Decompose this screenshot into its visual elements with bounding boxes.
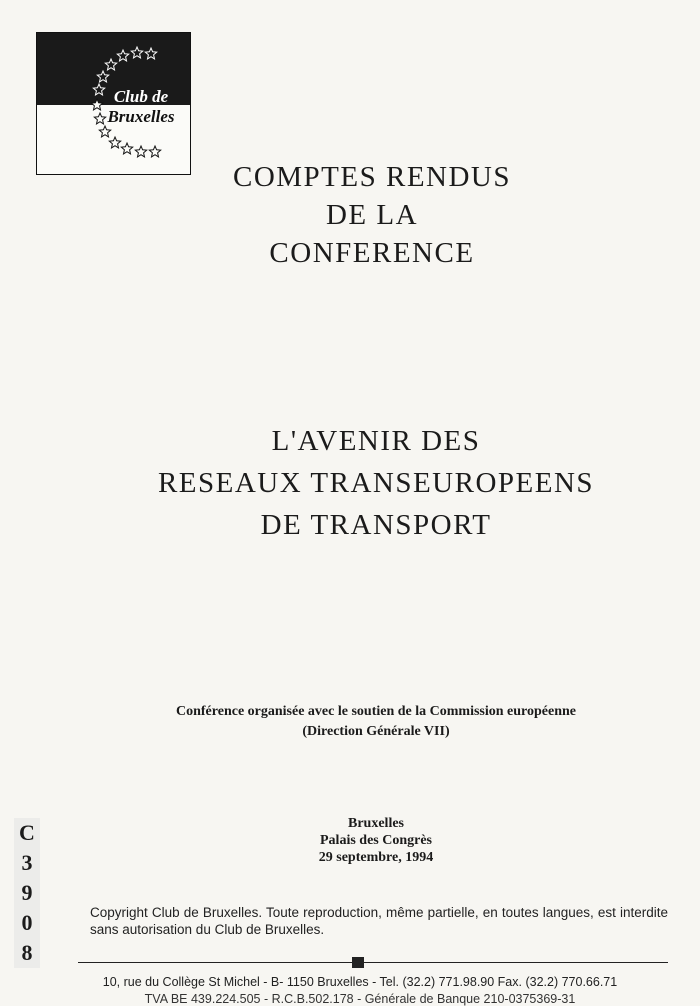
- logo-star-icon: [131, 47, 142, 58]
- organisation-note: [26, 702, 700, 742]
- conference-title-line: RESEAUX TRANSEUROPEENS: [157, 467, 595, 499]
- conference-title: [26, 420, 700, 546]
- logo-star-icon: [121, 143, 132, 154]
- copyright-notice: Copyright Club de Bruxelles. Toute reproduction, même partielle, en toutes langues, est interdite sans autorisation du Club de Bruxelles.: [90, 905, 668, 937]
- footer-address: 10, rue du Collège St Michel - B- 1150 Bruxelles - Tel. (32.2) 771.98.90 Fax. (32.2) 770.66.71: [102, 975, 618, 989]
- heading-line: CONFERENCE: [269, 237, 475, 269]
- logo-star-icon: [117, 50, 128, 61]
- venue-date: 29 septembre, 1994: [318, 850, 434, 865]
- logo-star-icon: [109, 137, 120, 148]
- document-heading: [22, 158, 700, 272]
- call-number-char: 9: [21, 880, 33, 905]
- call-number-char: C: [19, 820, 35, 845]
- venue-city: Bruxelles: [348, 816, 404, 831]
- call-number-char: 0: [21, 910, 33, 935]
- logo-star-icon: [99, 126, 110, 137]
- logo-star-icon: [145, 48, 156, 59]
- venue-block: [26, 815, 700, 866]
- logo-wordmark: [95, 87, 187, 127]
- call-number-char: 3: [21, 850, 33, 875]
- logo-star-icon: [105, 59, 116, 70]
- club-de-bruxelles-logo: [36, 32, 191, 175]
- heading-line: DE LA: [325, 199, 419, 231]
- logo-star-icon: [149, 146, 160, 157]
- footer-divider-mark: [352, 957, 364, 968]
- call-number-char: 8: [21, 940, 33, 965]
- organisation-line: Conférence organisée avec le soutien de la Commission européenne: [176, 704, 576, 719]
- logo-star-icon: [135, 146, 146, 157]
- heading-line: COMPTES RENDUS: [232, 161, 512, 193]
- conference-title-line: L'AVENIR DES: [271, 425, 481, 457]
- footer-bank-details: TVA BE 439.224.505 - R.C.B.502.178 - Générale de Banque 210-0375369-31: [144, 992, 576, 1006]
- logo-star-icon: [97, 71, 108, 82]
- logo-text-line2: Bruxelles: [107, 107, 175, 126]
- footer-divider: [78, 962, 668, 963]
- conference-title-line: DE TRANSPORT: [260, 509, 492, 541]
- logo-text-line1: Club de: [113, 87, 169, 106]
- call-number-stamp: [14, 818, 40, 968]
- venue-place: Palais des Congrès: [320, 833, 432, 848]
- organisation-line: (Direction Générale VII): [302, 724, 450, 739]
